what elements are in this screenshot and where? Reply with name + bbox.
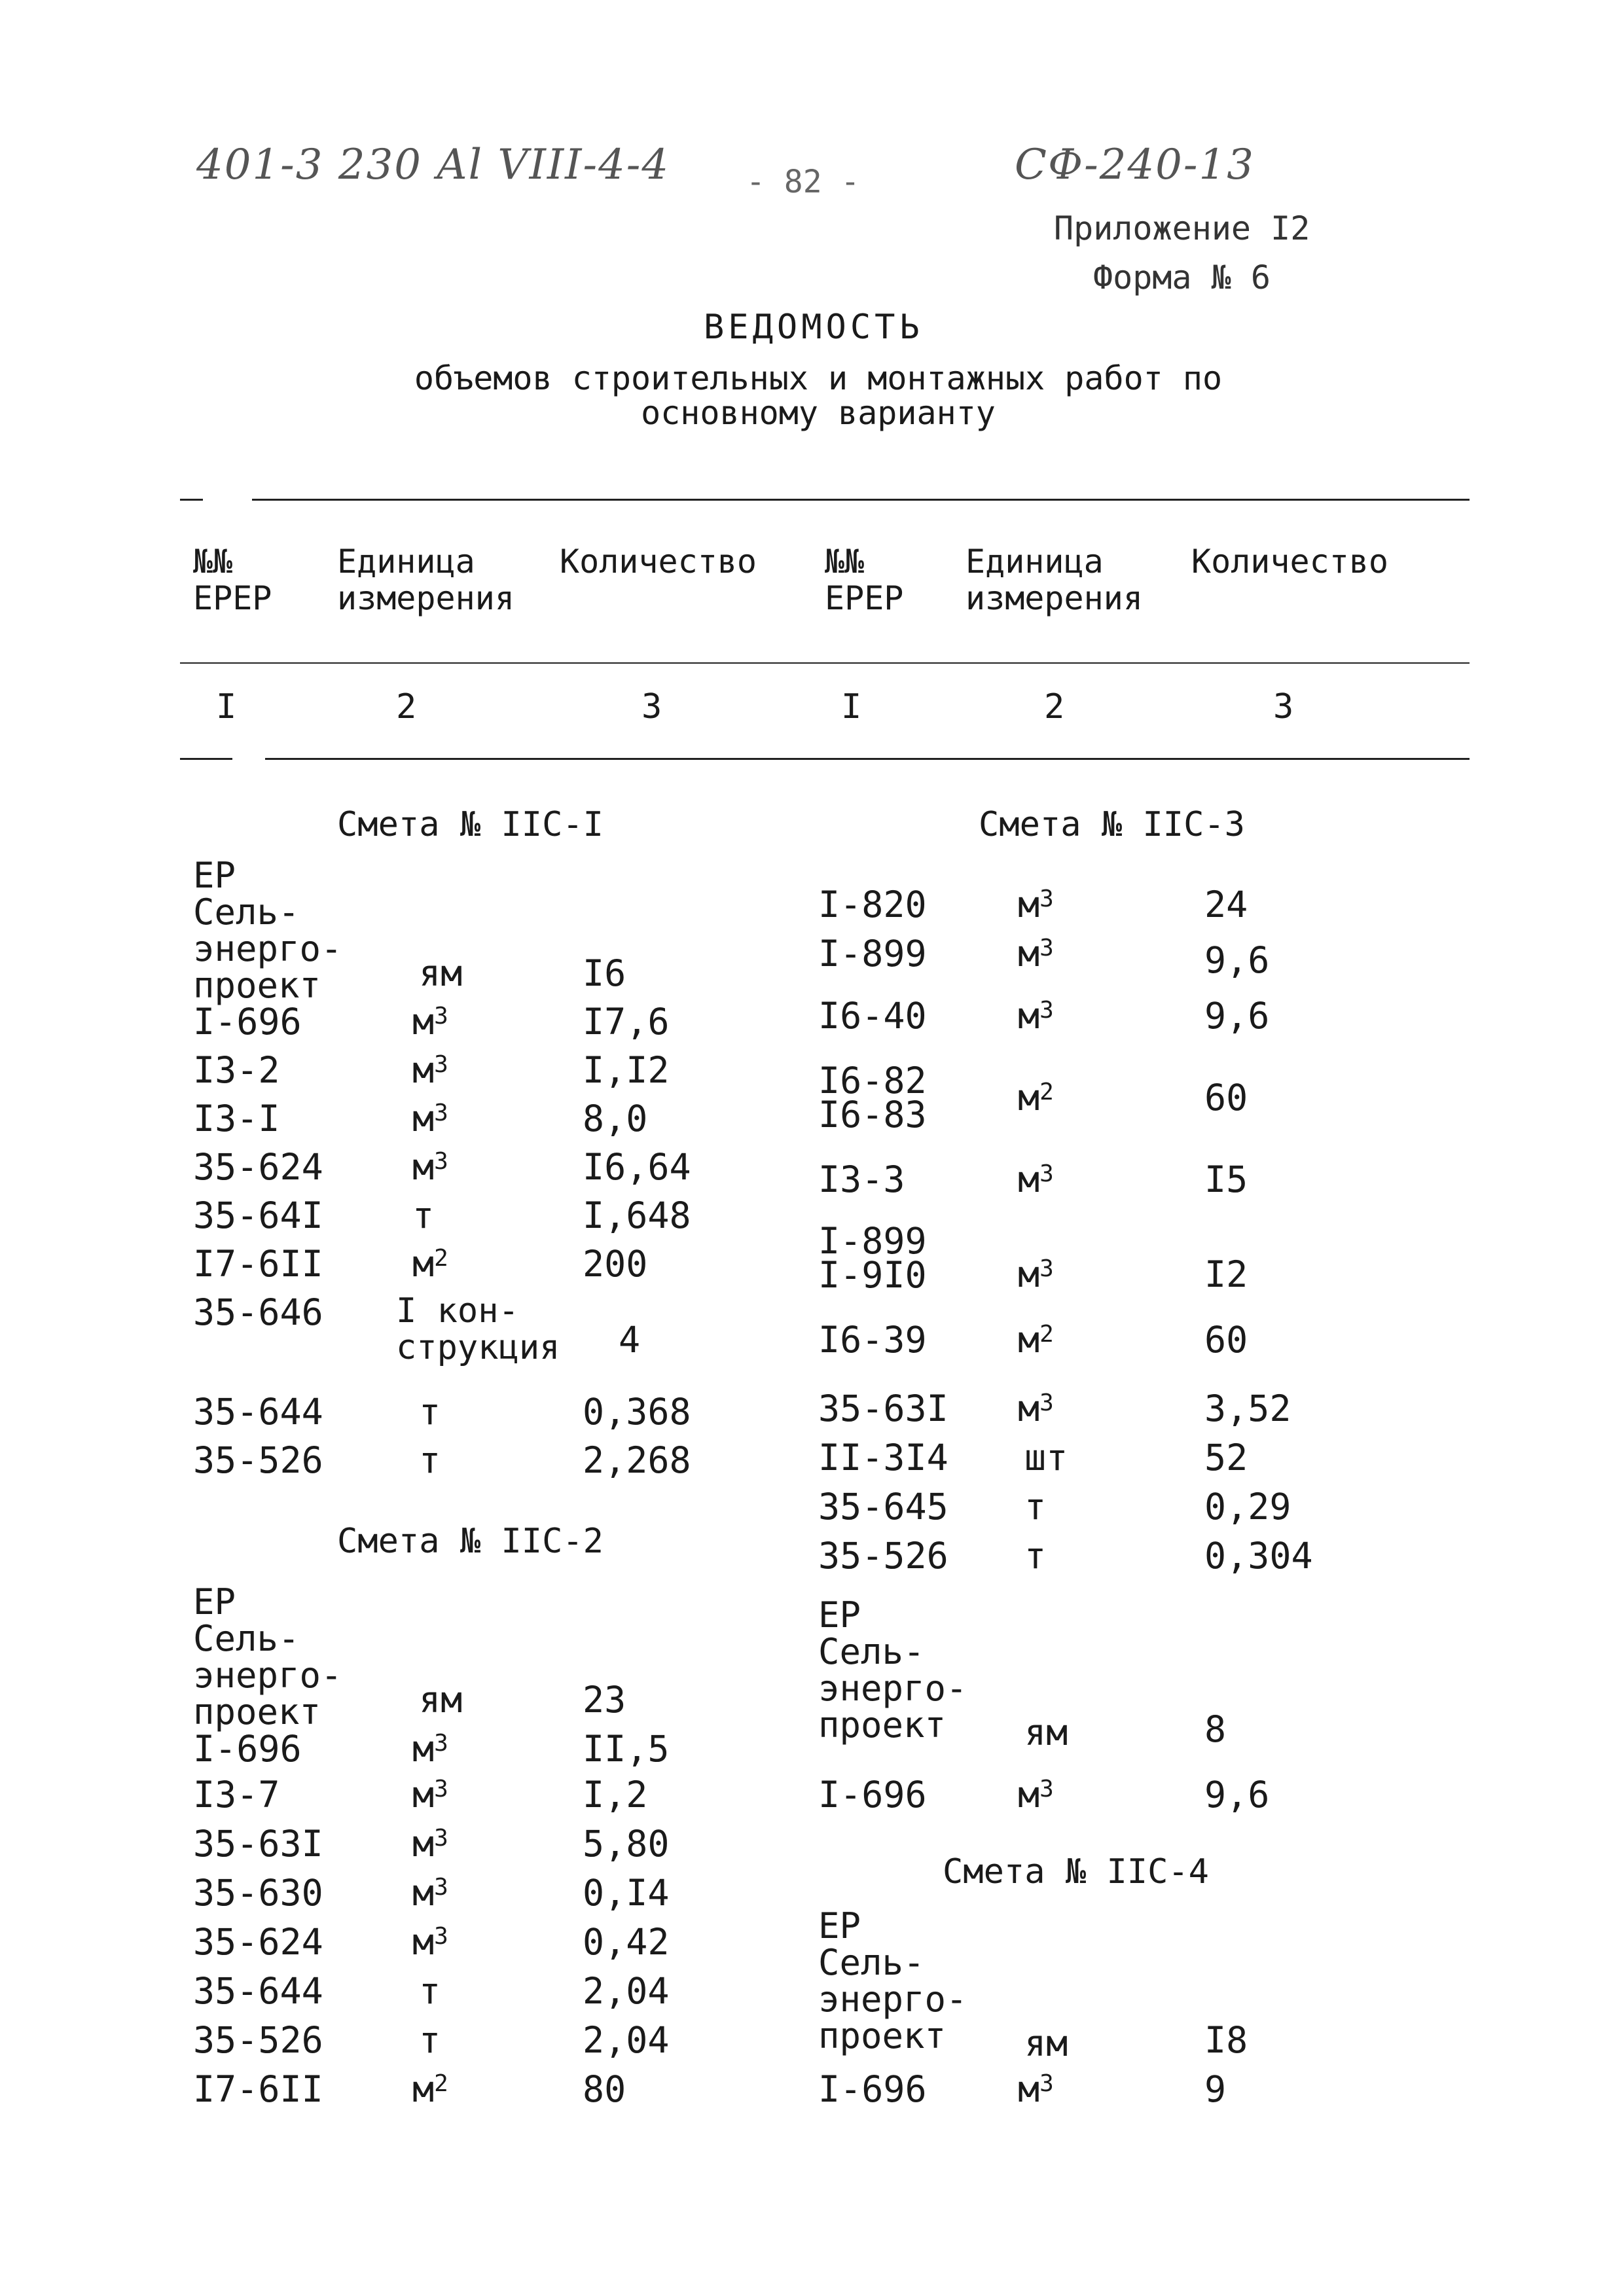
unit: $м^3$ [1018, 1158, 1054, 1200]
code: 35-624 [193, 1146, 323, 1188]
section-title-iis-2: Смета № IIС-2 [337, 1522, 604, 1561]
qty: 2,04 [583, 2019, 670, 2061]
unit: $м^3$ [1018, 995, 1054, 1037]
qty: 3,52 [1204, 1388, 1291, 1429]
qty: I,I2 [583, 1049, 670, 1091]
qty: 5,80 [583, 1823, 670, 1865]
qty: 0,42 [583, 1921, 670, 1963]
qty: 8,0 [583, 1098, 648, 1139]
qty: 200 [583, 1243, 648, 1285]
qty: 9,6 [1204, 939, 1270, 981]
qty: I,648 [583, 1194, 691, 1236]
code: 35-644 [193, 1391, 323, 1433]
code: II-3I4 [818, 1437, 948, 1479]
header-right-col2: Единица измерения [965, 543, 1143, 617]
qty: I7,6 [583, 1001, 670, 1043]
ep-qty: I6 [583, 952, 626, 994]
code: I3-7 [193, 1774, 280, 1816]
rule-top-main [252, 499, 1470, 501]
handwritten-right: СФ-240-13 [1015, 141, 1255, 189]
code: I-899 I-9I0 [818, 1220, 927, 1296]
unit: т [412, 1194, 435, 1236]
ep-qty: I8 [1204, 2019, 1248, 2061]
qty: 4 [619, 1319, 641, 1361]
unit: т [419, 1391, 441, 1433]
unit: т [419, 1970, 441, 2012]
ep-unit: ям [1024, 1712, 1068, 1753]
ep-label: ЕР Сель- энерго- проект [818, 1905, 967, 2056]
header-left-col3: Количество [560, 543, 757, 581]
rule-top [180, 499, 203, 501]
code: 35-526 [193, 2019, 323, 2061]
qty: 0,368 [583, 1391, 691, 1433]
code: I6-40 [818, 995, 927, 1037]
unit: $м^3$ [412, 1098, 448, 1139]
code: I-696 [193, 1728, 302, 1770]
unit: $м^3$ [412, 1823, 448, 1865]
document-title: ВЕДОМОСТЬ [704, 308, 924, 347]
handwritten-left: 401-3 230 Al VIII-4-4 [196, 141, 670, 189]
code: 35-526 [818, 1535, 948, 1577]
appendix-label: Приложение I2 [1054, 209, 1310, 247]
unit: $м^3$ [412, 1728, 448, 1770]
unit: т [1024, 1535, 1047, 1577]
unit: т [1024, 1486, 1047, 1528]
code: 35-63I [193, 1823, 323, 1865]
code: 35-63I [818, 1388, 948, 1429]
unit: $м^2$ [412, 2068, 448, 2110]
code: 35-645 [818, 1486, 948, 1528]
rule-mid [180, 662, 1470, 664]
code: I7-6II [193, 1243, 323, 1285]
qty: I5 [1204, 1158, 1248, 1200]
unit: $м^2$ [412, 1243, 448, 1285]
code: 35-526 [193, 1439, 323, 1481]
qty: I6,64 [583, 1146, 691, 1188]
unit: $м^3$ [412, 1774, 448, 1816]
code: 35-624 [193, 1921, 323, 1963]
unit: $м^3$ [412, 1921, 448, 1963]
col-number-1: I [216, 687, 237, 726]
qty: I2 [1204, 1253, 1248, 1295]
qty: 0,I4 [583, 1872, 670, 1914]
code: I7-6II [193, 2068, 323, 2110]
qty: 9,6 [1204, 1774, 1270, 1816]
unit: $м^3$ [412, 1001, 448, 1043]
code: I-899 [818, 933, 927, 975]
unit: I кон- струкция [396, 1291, 560, 1367]
document-subtitle-2: основному варианту [641, 394, 996, 432]
unit: $м^2$ [1018, 1319, 1054, 1361]
qty: I,2 [583, 1774, 648, 1816]
code: 35-630 [193, 1872, 323, 1914]
form-label: Форма № 6 [1093, 259, 1271, 296]
header-right-col1: №№ ЕРЕР [825, 543, 904, 617]
unit: $м^3$ [1018, 2068, 1054, 2110]
code: I-696 [193, 1001, 302, 1043]
qty: 2,268 [583, 1439, 691, 1481]
code: I-696 [818, 2068, 927, 2110]
unit: т [419, 2019, 441, 2061]
qty: 2,04 [583, 1970, 670, 2012]
ep-unit: ям [419, 1679, 463, 1721]
qty: 0,304 [1204, 1535, 1313, 1577]
col-number-4: I [841, 687, 862, 726]
unit: $м^3$ [412, 1146, 448, 1188]
ep-qty: 23 [583, 1679, 626, 1721]
header-left-col2: Единица измерения [337, 543, 514, 617]
unit: $м^3$ [1018, 1774, 1054, 1816]
qty: 9 [1204, 2068, 1227, 2110]
unit: $м^3$ [1018, 933, 1054, 975]
col-number-3: 3 [641, 687, 662, 726]
unit: $м^2$ [1018, 1077, 1054, 1119]
qty: 80 [583, 2068, 626, 2110]
code: I6-82 I6-83 [818, 1060, 927, 1136]
rule-bottom-short [180, 758, 232, 760]
section-title-iis-3: Смета № IIС-3 [979, 805, 1245, 844]
code: I-696 [818, 1774, 927, 1816]
ep-qty: 8 [1204, 1708, 1227, 1750]
code: 35-646 [193, 1291, 323, 1333]
section-title-iis-4: Смета № IIС-4 [943, 1852, 1209, 1892]
unit: $м^3$ [1018, 1388, 1054, 1429]
unit: т [419, 1439, 441, 1481]
qty: 60 [1204, 1077, 1248, 1119]
unit: $м^3$ [1018, 1253, 1054, 1295]
ep-unit: ям [1024, 2022, 1068, 2064]
code: I3-I [193, 1098, 280, 1139]
section-title-iis-1: Смета № IIС-I [337, 805, 604, 844]
code: 35-64I [193, 1194, 323, 1236]
col-number-6: 3 [1273, 687, 1294, 726]
unit: $м^3$ [412, 1049, 448, 1091]
ep-unit: ям [419, 952, 463, 994]
unit: шт [1024, 1437, 1068, 1479]
unit: $м^3$ [1018, 884, 1054, 925]
document-subtitle-1: объемов строительных и монтажных работ по [414, 359, 1223, 397]
qty: II,5 [583, 1728, 670, 1770]
ep-label: ЕР Сель- энерго- проект [818, 1594, 967, 1746]
code: I3-3 [818, 1158, 905, 1200]
code: I3-2 [193, 1049, 280, 1091]
unit: $м^3$ [412, 1872, 448, 1914]
page-number: - 82 - [746, 164, 860, 200]
code: I6-39 [818, 1319, 927, 1361]
qty: 9,6 [1204, 995, 1270, 1037]
rule-bottom-main [265, 758, 1470, 760]
ep-label: ЕР Сель- энерго- проект [193, 855, 342, 1006]
qty: 24 [1204, 884, 1248, 925]
code: I-820 [818, 884, 927, 925]
qty: 52 [1204, 1437, 1248, 1479]
header-left-col1: №№ ЕРЕР [193, 543, 272, 617]
col-number-2: 2 [396, 687, 417, 726]
ep-label: ЕР Сель- энерго- проект [193, 1581, 342, 1732]
code: 35-644 [193, 1970, 323, 2012]
qty: 60 [1204, 1319, 1248, 1361]
qty: 0,29 [1204, 1486, 1291, 1528]
col-number-5: 2 [1044, 687, 1065, 726]
header-right-col3: Количество [1191, 543, 1389, 581]
